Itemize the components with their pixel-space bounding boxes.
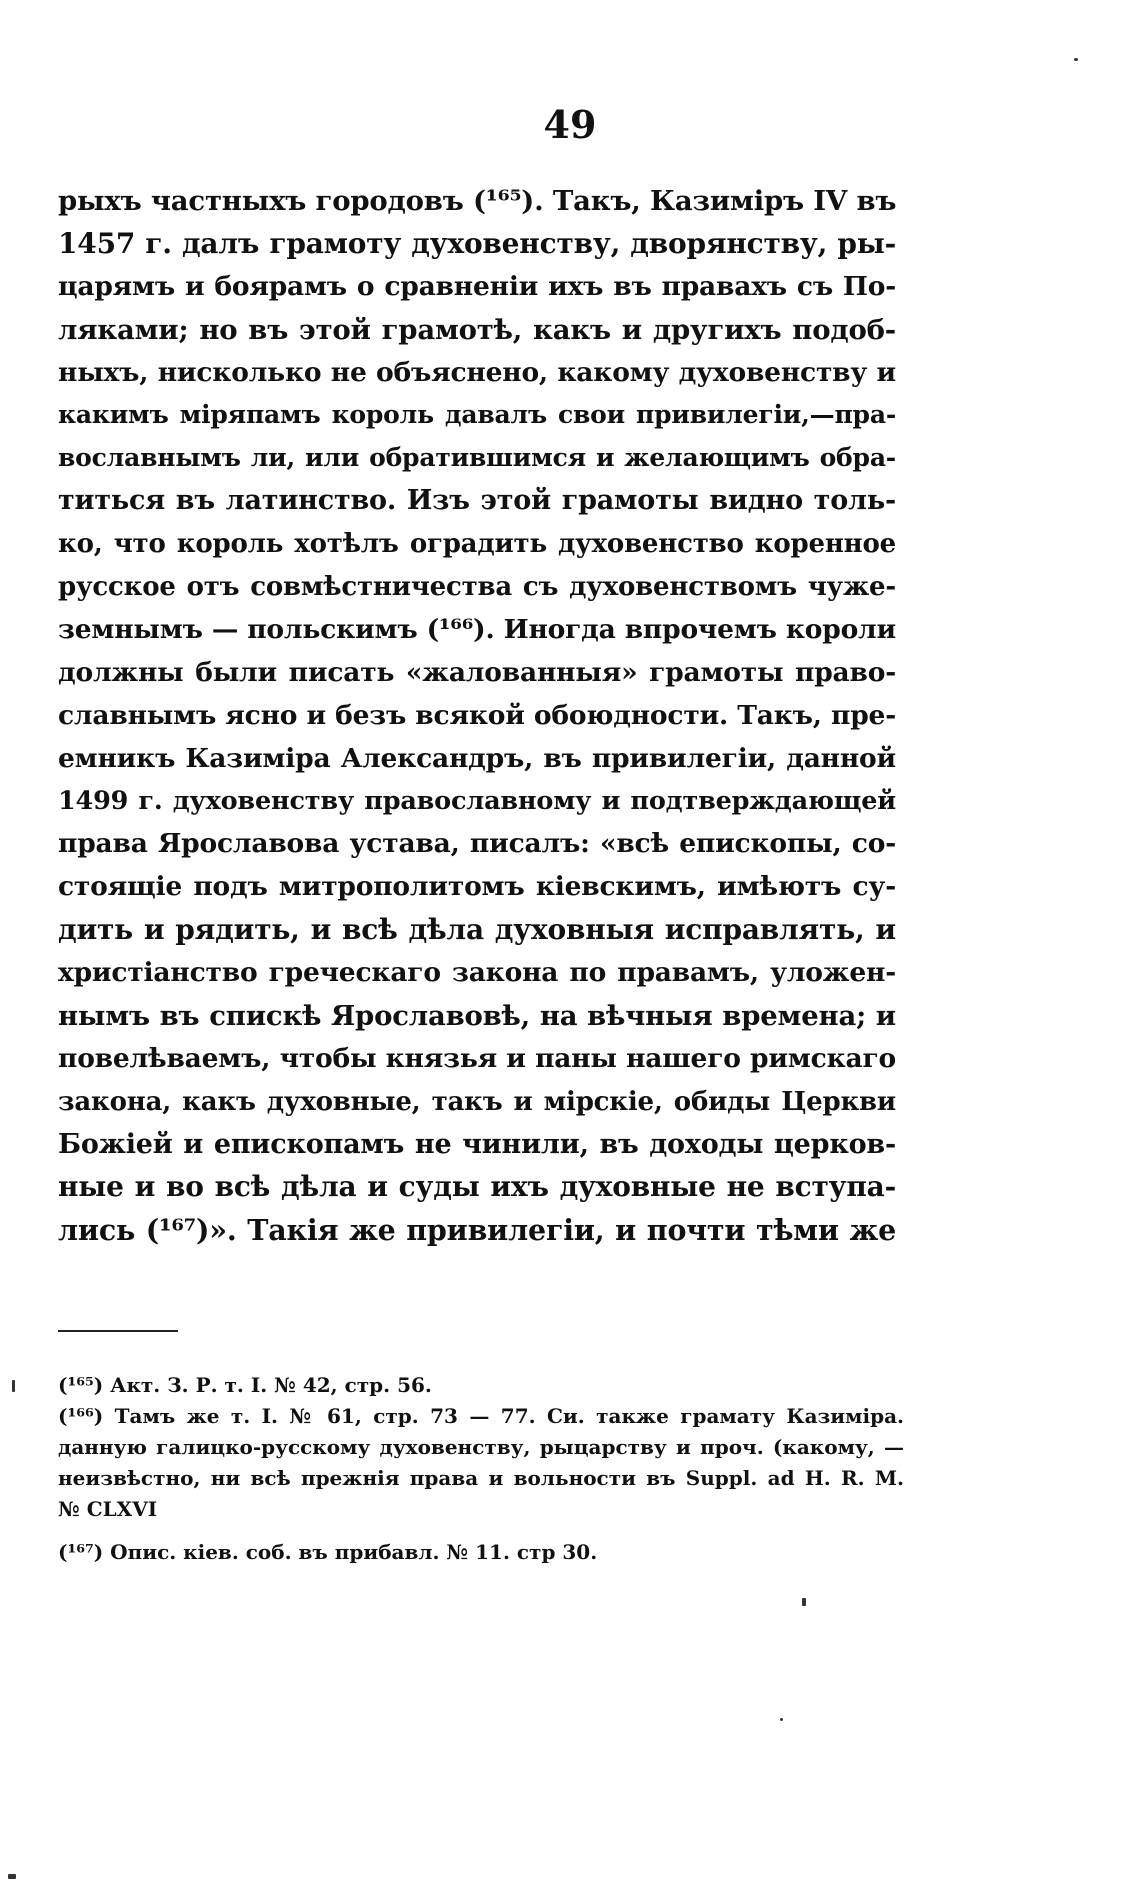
body-line: дить и рядить, и всѣ дѣла духовныя исправлять, и [58, 913, 896, 947]
body-line: должны были писать «жалованныя» грамоты право- [58, 656, 896, 688]
footnote-166-continuation: неизвѣстно, ни всѣ прежнія права и вольности въ Suppl. ad H. R. M. [58, 1466, 904, 1490]
body-line: лись (¹⁶⁷)». Такія же привилегіи, и почти тѣми же [58, 1213, 896, 1248]
scan-speck [1074, 58, 1078, 61]
body-line: ко, что король хотѣлъ оградить духовенство коренное [58, 529, 896, 560]
body-line: ные и во всѣ дѣла и суды ихъ духовные не вступа- [58, 1170, 896, 1204]
body-text [58, 180, 896, 1252]
footnote-166: (¹⁶⁶) Тамъ же т. I. № 61, стр. 73 — 77. Си. также грамату Казиміра. [58, 1404, 904, 1428]
body-line: 1457 г. далъ грамоту духовенству, дворянству, ры- [58, 226, 896, 260]
body-line: ныхъ, нисколько не объяснено, какому духовенству и [58, 356, 896, 388]
body-line: земнымъ — польскимъ (¹⁶⁶). Иногда впрочемъ короли [58, 613, 896, 645]
body-line: вославнымъ ли, или обратившимся и желающимъ обра- [58, 443, 896, 473]
footnote-166-continuation: данную галицко-русскому духовенству, рыцарству и проч. (какому, — [58, 1435, 904, 1459]
scan-speck [780, 1718, 783, 1721]
footnote-165: (¹⁶⁵) Акт. З. Р. т. I. № 42, стр. 56. [58, 1373, 432, 1397]
footnote-166-continuation: № CLXVI [58, 1497, 158, 1521]
body-line: закона, какъ духовные, такъ и мірскіе, обиды Церкви [58, 1086, 896, 1117]
scan-speck [802, 1598, 806, 1606]
page-number: 49 [543, 102, 597, 147]
body-line: нымъ въ спискѣ Ярославовѣ, на вѣчныя времена; и [58, 999, 896, 1032]
body-line: рыхъ частныхъ городовъ (¹⁶⁵). Такъ, Казиміръ IV въ [58, 185, 897, 217]
body-line: царямъ и боярамъ о сравненіи ихъ въ правахъ съ По- [58, 270, 896, 302]
body-line: 1499 г. духовенству православному и подтверждающей [58, 786, 896, 817]
scan-speck [8, 1874, 16, 1879]
footnotes [58, 1370, 904, 1568]
scan-speck [12, 1380, 15, 1392]
body-line: права Ярославова устава, писалъ: «всѣ епископы, со- [58, 828, 896, 860]
body-line: славнымъ ясно и безъ всякой обоюдности. Такъ, пре- [58, 699, 896, 731]
body-line: повелѣваемъ, чтобы князья и паны нашего римскаго [58, 1042, 896, 1074]
footnote-167: (¹⁶⁷) Опис. кіев. соб. въ прибавл. № 11. стр 30. [58, 1540, 598, 1564]
body-line: какимъ міряпамъ король давалъ свои привилегіи,—пра- [58, 400, 896, 430]
body-line: Божіей и епископамъ не чинили, въ доходы церков- [58, 1128, 896, 1160]
body-line: стоящіе подъ митрополитомъ кіевскимъ, имѣютъ су- [58, 871, 896, 903]
footnote-divider [58, 1330, 178, 1332]
body-line: христіанство греческаго закона по правамъ, уложен- [58, 957, 896, 989]
body-line: емникъ Казиміра Александръ, въ привилегіи, данной [58, 742, 896, 774]
body-line: русское отъ совмѣстничества съ духовенствомъ чуже- [58, 572, 896, 603]
body-line: титься въ латинство. Изъ этой грамоты видно толь- [58, 485, 896, 517]
body-line: ляками; но въ этой грамотѣ, какъ и другихъ подоб- [58, 313, 896, 346]
